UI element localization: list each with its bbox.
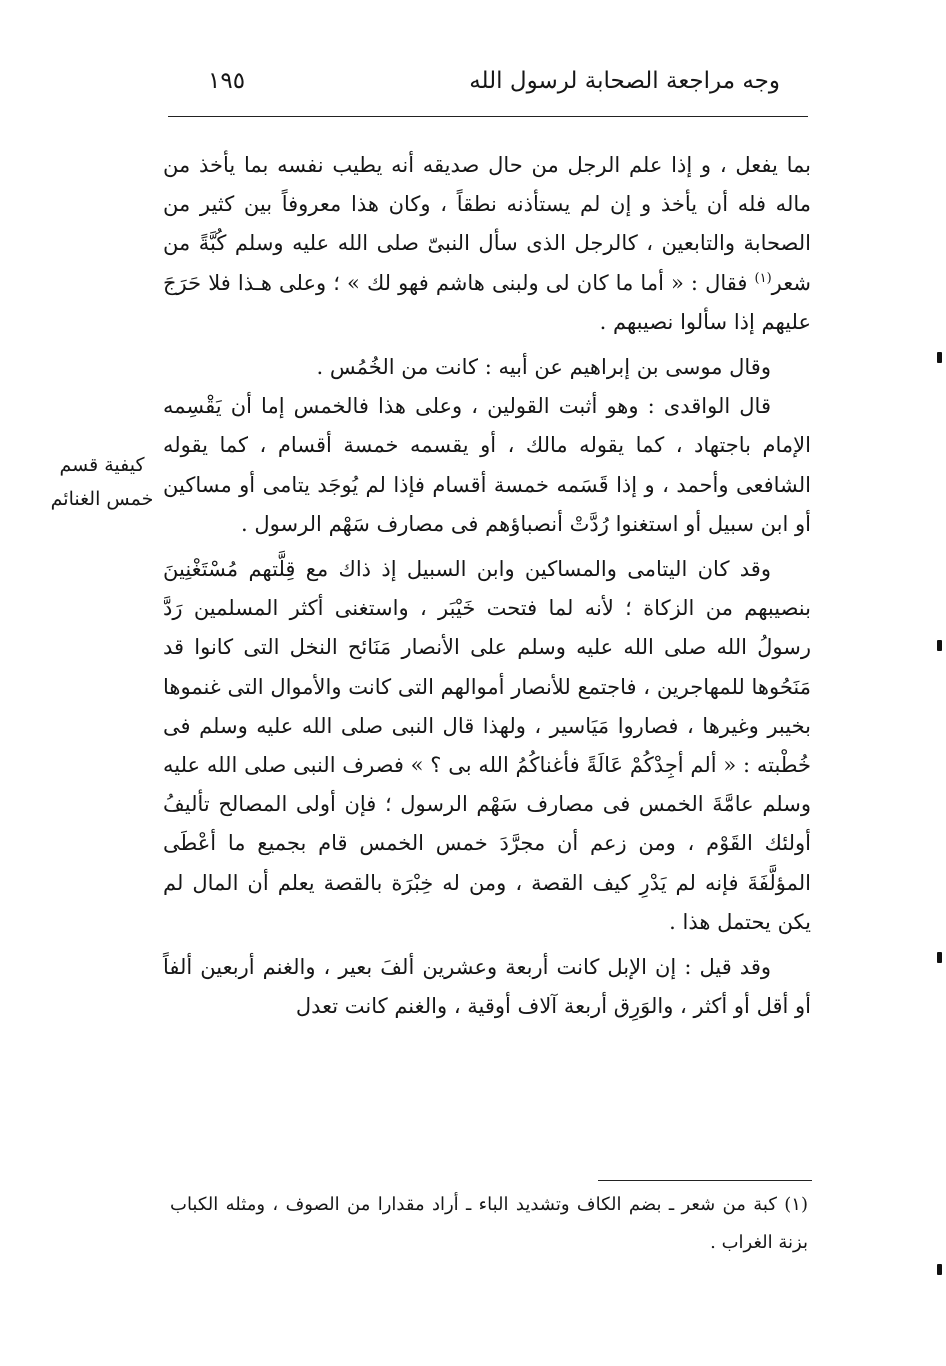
paragraph-3: قال الواقدى : وهو أثبت القولين ، وعلى هذا فالخمس إما أن يَقْسِمه الإمام باجتهاد ، كما يقوله مالك ، أو يقسمه خمسة أقسام ، كما يقوله الشافعى وأحمد ، و إذا قَسَمه خمسة أقسام فإذا لم يُوجَد يتامى أو مساكين أو ابن سبيل أو استغنوا رُدَّتْ أنصباؤهم فى مصارف سَهْم الرسول . (163, 394, 811, 536)
body-text (163, 146, 811, 1026)
margin-note (50, 448, 154, 516)
margin-note-line-2: خمس الغنائم (50, 488, 154, 510)
paragraph-1-text: بما يفعل ، و إذا علم الرجل من حال صديقه أنه يطيب نفسه بما يأخذ من ماله فله أن يأخذ و إن لم يستأذنه نطقاً ، وكان هذا معروفاً بين كثير من الصحابة والتابعين ، كالرجل الذى سأل النبىّ صلى الله عليه وسلم كُبَّةً من شعر (163, 153, 811, 295)
paragraph-2: وقال موسى بن إبراهيم عن أبيه : كانت من الخُمُس . (316, 355, 771, 380)
paragraph-1 (163, 146, 811, 342)
header-rule (168, 116, 808, 117)
edge-mark (937, 352, 942, 363)
running-title: وجه مراجعة الصحابة لرسول الله (469, 68, 780, 94)
paragraph-1-cont: فقال : « أما ما كان لى ولبنى هاشم فهو لك » ؛ وعلى هـذا فلا حَرَجَ عليهم إذا سألوا نصيبهم . (163, 270, 811, 334)
footnote: (١) كبة من شعر ـ بضم الكاف وتشديد الباء ـ أراد مقدارا من الصوف ، ومثله الكباب بزنة الغراب . (170, 1194, 808, 1253)
paragraph-5: وقد قيل : إن الإبل كانت أربعة وعشرين ألفَ بعير ، والغنم أربعين ألفاً أو أقل أو أكثر ، والوَرِق أربعة آلاف أوقية ، والغنم كانت تعدل (163, 955, 811, 1019)
footnote-rule (598, 1180, 812, 1181)
paragraph-4: وقد كان اليتامى والمساكين وابن السبيل إذ ذاك مع قِلَّتهم مُسْتَغْنِينَ بنصيبهم من الزكاة ؛ لأنه لما فتحت خَيْبَر ، واستغنى أكثر المسلمين رَدَّ رسولُ الله صلى الله عليه وسلم على الأنصار مَنَائح النخل التى كانوا قد مَنَحُوها للمهاجرين ، فاجتمع للأنصار أموالهم التى كانت والأموال التى غنموها بخيبر وغيرها ، فصاروا مَيَاسير ، ولهذا قال النبى صلى الله عليه وسلم فى خُطْبته : « ألم أجِدْكُمْ عَالَةً فأغناكُمُ الله بى ؟ » فصرف النبى صلى الله عليه وسلم عامَّةَ الخمس فى مصارف سَهْم الرسول ؛ فإن أولى المصالح تأليفُ أولئك القَوْم ، ومن زعم أن مجرَّدَ خمس الخمس قام بجميع ما أعْطَى المؤلَّفَةَ فإنه لم يَدْرِ كيف القصة ، ومن له خِبْرَة بالقصة يعلم أن المال لم يكن يحتمل هذا . (163, 557, 811, 934)
edge-mark (937, 1264, 942, 1275)
edge-mark (937, 952, 942, 963)
edge-mark (937, 640, 942, 651)
page-number: ١٩٥ (208, 68, 246, 94)
footnote-reference: (١) (754, 270, 772, 286)
margin-note-line-1: كيفية قسم (59, 454, 145, 476)
running-head (168, 58, 808, 108)
